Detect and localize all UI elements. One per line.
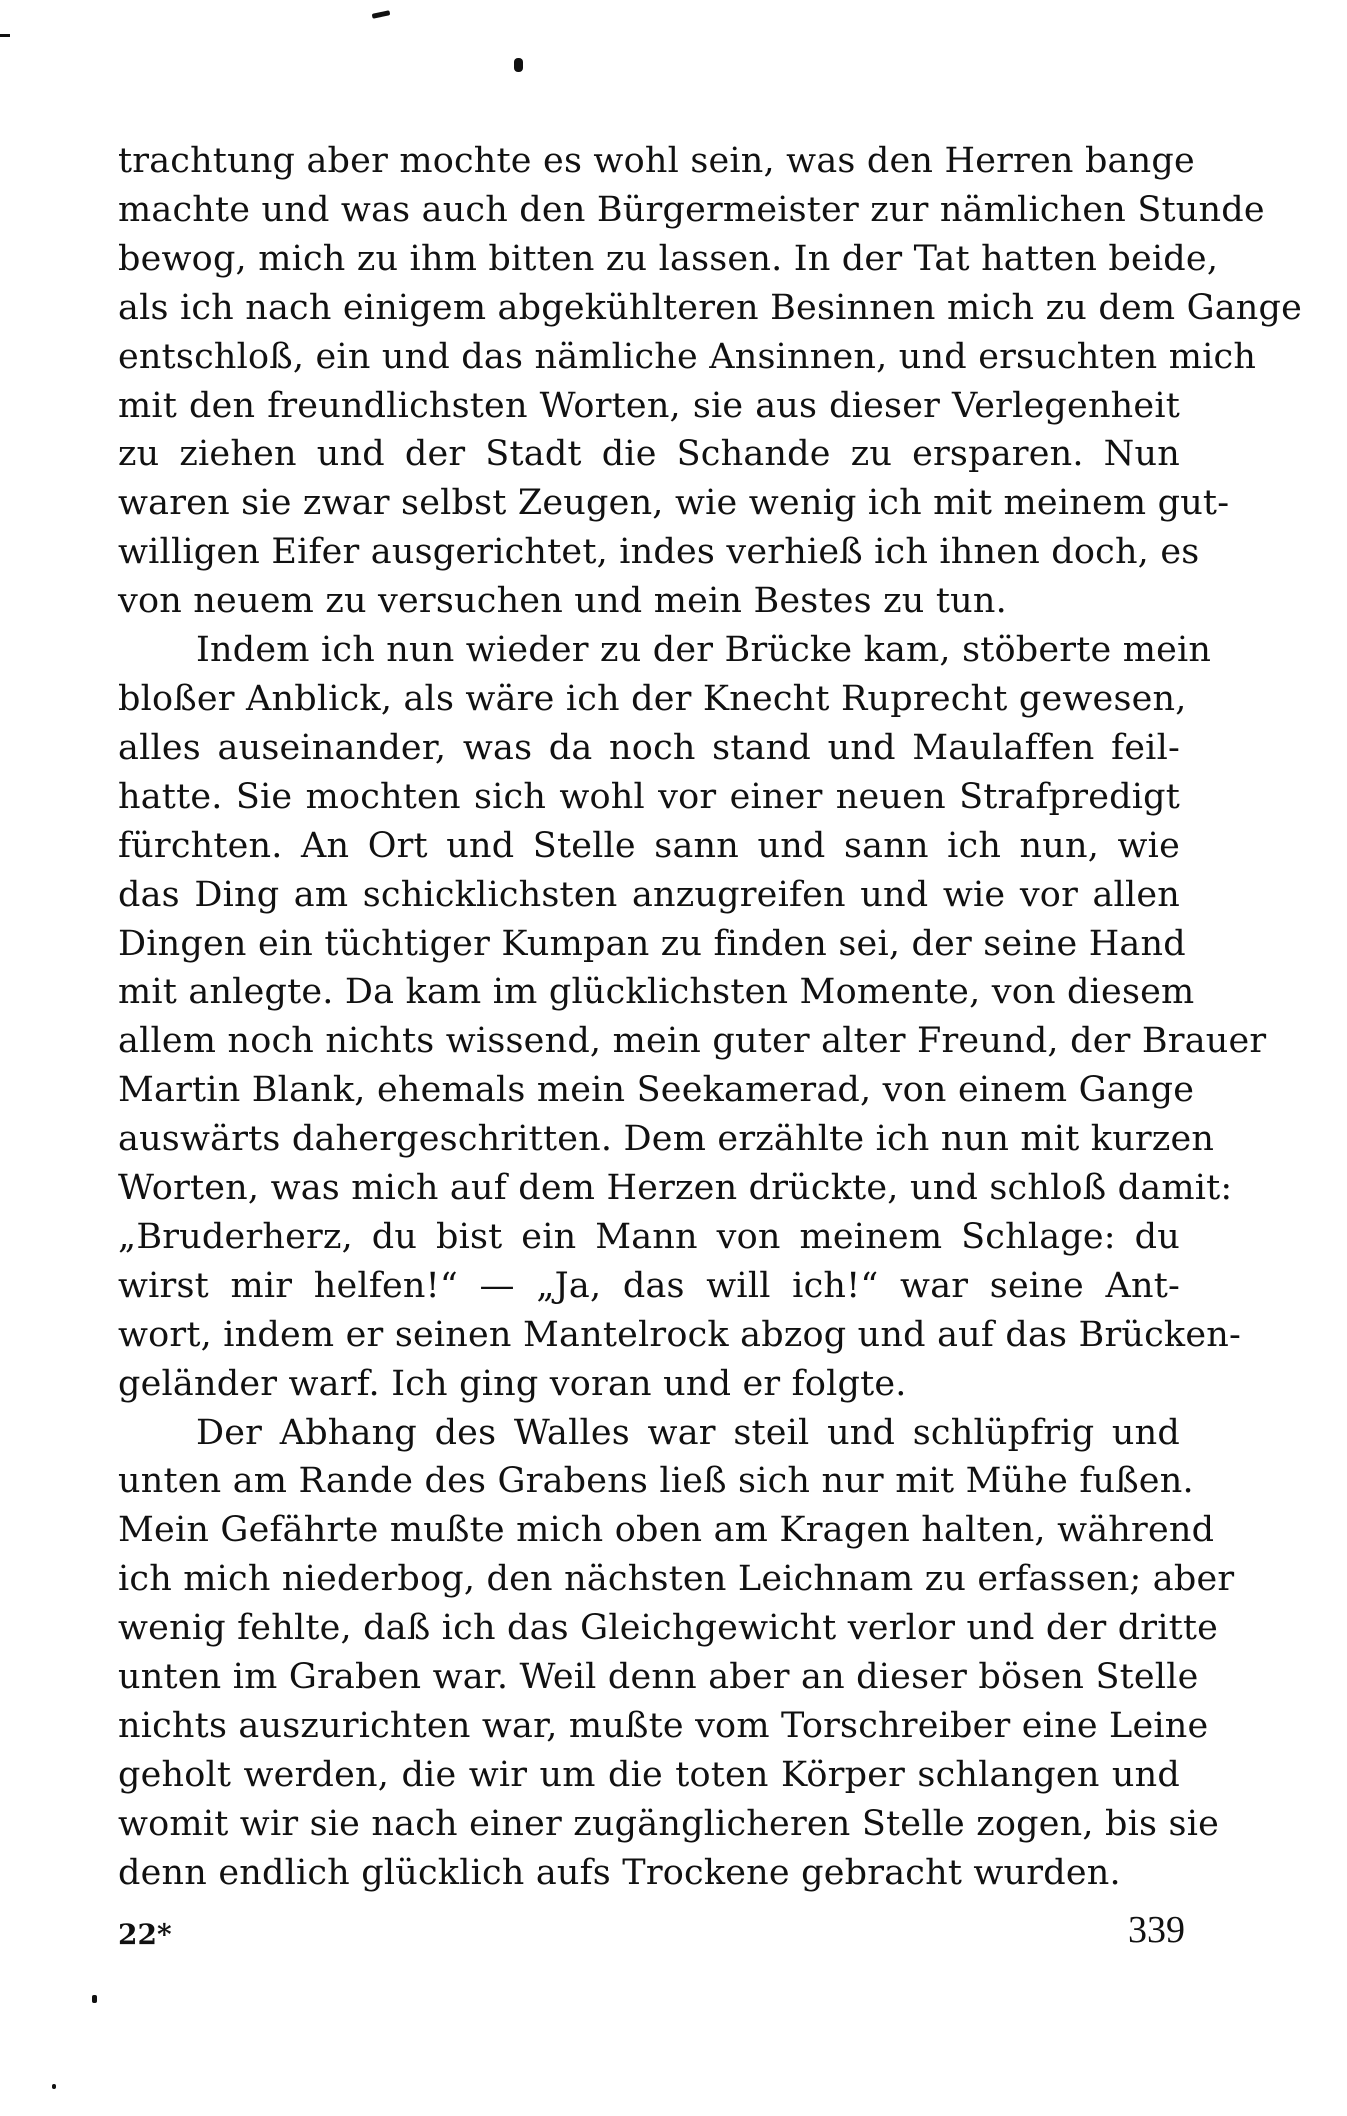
text-line: alles auseinander, was da noch stand und Maulaffen feil-: [118, 727, 1180, 768]
text-line: wort, indem er seinen Mantelrock abzog und auf das Brücken-: [118, 1314, 1242, 1355]
text-line: wenig fehlte, daß ich das Gleichgewicht verlor und der dritte: [118, 1608, 1219, 1649]
text-line: geholt werden, die wir um die toten Körper schlangen und: [118, 1754, 1180, 1795]
text-line: zu ziehen und der Stadt die Schande zu ersparen. Nun: [118, 434, 1180, 475]
text-line: machte und was auch den Bürgermeister zur nämlichen Stunde: [118, 189, 1265, 230]
scan-mark: [52, 2084, 56, 2089]
text-line: fürchten. An Ort und Stelle sann und sann ich nun, wie: [118, 825, 1180, 866]
scan-mark: [372, 10, 391, 19]
text-line: ich mich niederbog, den nächsten Leichnam zu erfassen; aber: [118, 1559, 1235, 1600]
paragraph-3: [118, 1409, 1235, 1898]
text-line: nichts auszurichten war, mußte vom Torschreiber eine Leine: [118, 1706, 1209, 1746]
paragraph-1: [118, 137, 1303, 626]
text-line: Dingen ein tüchtiger Kumpan zu finden sei, der seine Hand: [118, 923, 1186, 964]
text-line: wirst mir helfen!“ — „Ja, das will ich!“ war seine Ant-: [118, 1265, 1180, 1306]
text-line: unten am Rande des Grabens ließ sich nur mit Mühe fußen.: [118, 1461, 1194, 1502]
text-line: Worten, was mich auf dem Herzen drückte, und schloß damit:: [118, 1168, 1233, 1209]
paragraph-2: [118, 626, 1267, 1409]
text-line: willigen Eifer ausgerichtet, indes verhieß ich ihnen doch, es: [118, 532, 1200, 573]
text-line: bloßer Anblick, als wäre ich der Knecht Ruprecht gewesen,: [118, 678, 1187, 719]
text-line: Der Abhang des Walles war steil und schlüpfrig und: [196, 1412, 1180, 1453]
text-line: Martin Blank, ehemals mein Seekamerad, von einem Gange: [118, 1070, 1195, 1111]
text-line: das Ding am schicklichsten anzugreifen und wie vor allen: [118, 874, 1180, 915]
page-number: 339: [1128, 1909, 1185, 1951]
text-line: entschloß, ein und das nämliche Ansinnen, und ersuchten mich: [118, 336, 1257, 377]
text-line: als ich nach einigem abgekühlteren Besinnen mich zu dem Gange: [118, 287, 1303, 328]
body-text: [118, 137, 1303, 1898]
text-line: hatte. Sie mochten sich wohl vor einer neuen Strafpredigt: [118, 776, 1180, 817]
text-line: mit anlegte. Da kam im glücklichsten Momente, von diesem: [118, 972, 1195, 1013]
text-line: denn endlich glücklich aufs Trockene gebracht wurden.: [118, 1852, 1121, 1893]
text-line: bewog, mich zu ihm bitten zu lassen. In der Tat hatten beide,: [118, 238, 1219, 279]
signature-mark: 22*: [118, 1918, 172, 1951]
text-line: womit wir sie nach einer zugänglicheren Stelle zogen, bis sie: [118, 1803, 1220, 1844]
text-line: allem noch nichts wissend, mein guter alter Freund, der Brauer: [118, 1021, 1267, 1062]
text-line: waren sie zwar selbst Zeugen, wie wenig ich mit meinem gut-: [118, 483, 1230, 524]
text-line: geländer warf. Ich ging voran und er folgte.: [118, 1363, 907, 1404]
text-line: „Bruderherz, du bist ein Mann von meinem Schlage: du: [118, 1216, 1180, 1257]
text-line: Mein Gefährte mußte mich oben am Kragen halten, während: [118, 1510, 1215, 1551]
scan-mark: [92, 1995, 97, 2003]
text-line: unten im Graben war. Weil denn aber an dieser bösen Stelle: [118, 1657, 1199, 1698]
scan-mark: [514, 58, 523, 72]
text-line: trachtung aber mochte es wohl sein, was den Herren bange: [118, 141, 1195, 181]
text-line: mit den freundlichsten Worten, sie aus dieser Verlegenheit: [118, 385, 1180, 426]
text-line: Indem ich nun wieder zu der Brücke kam, stöberte mein: [196, 630, 1212, 671]
text-line: auswärts dahergeschritten. Dem erzählte ich nun mit kurzen: [118, 1119, 1215, 1160]
scan-mark: [0, 34, 10, 37]
text-line: von neuem zu versuchen und mein Bestes zu tun.: [118, 581, 1007, 622]
